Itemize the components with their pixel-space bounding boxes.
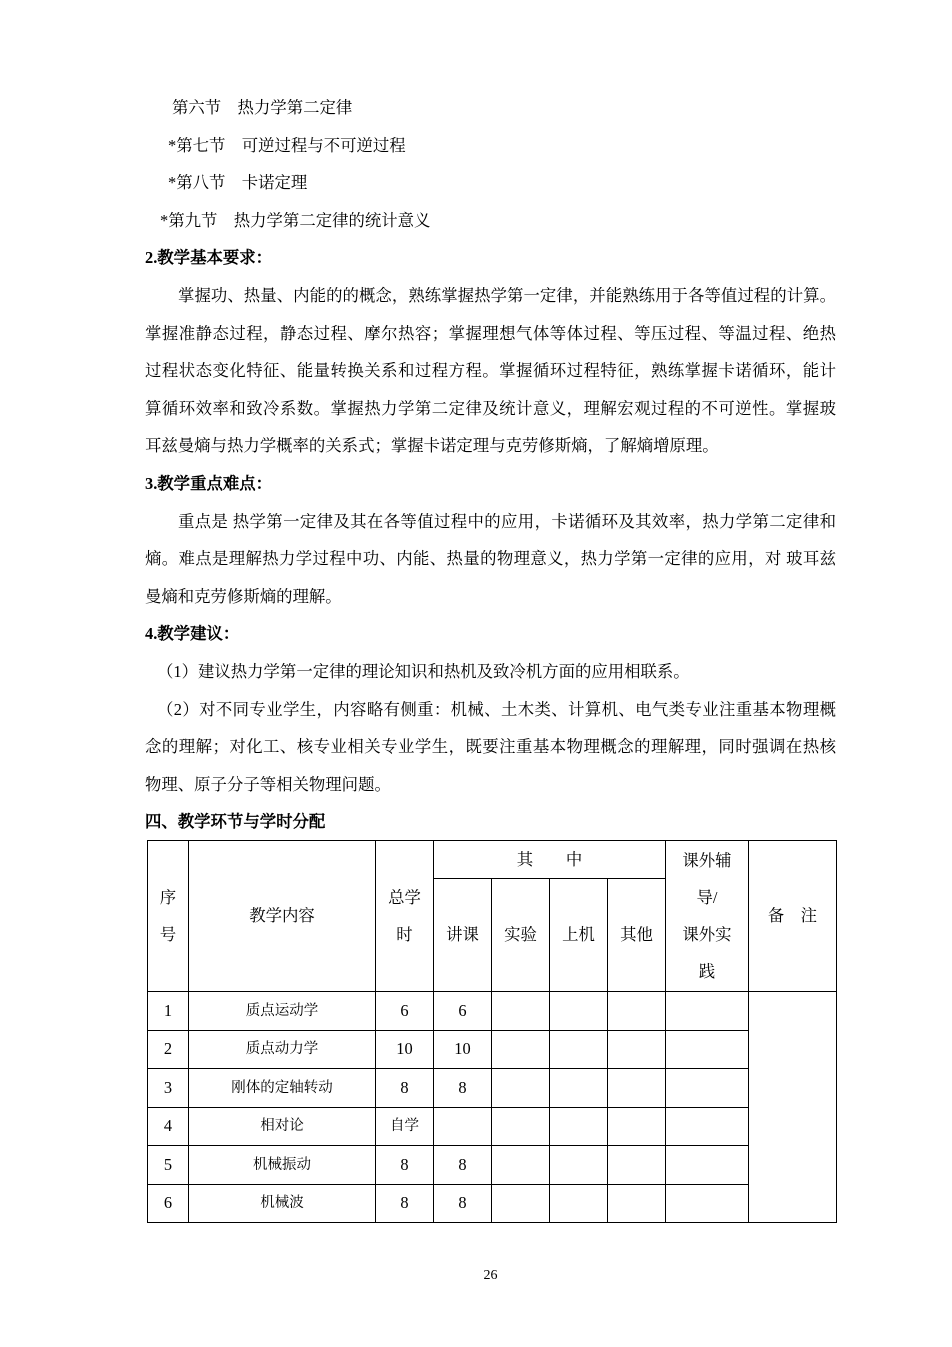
cell-content: 相对论: [189, 1107, 376, 1146]
cell-computer: [550, 1146, 608, 1185]
table-row: [148, 1146, 837, 1185]
header-total-hours: [376, 841, 434, 992]
cell-content: 机械波: [189, 1184, 376, 1223]
table-row: [148, 1107, 837, 1146]
suggestion-line: （2）对不同专业学生，内容略有侧重：机械、土木类、计算机、电气类专业注重基本物理概: [157, 699, 836, 719]
cell-lecture: [434, 1107, 492, 1146]
cell-total-hours: 8: [376, 1069, 434, 1108]
requirements-line: 耳兹曼熵与热力学概率的关系式；掌握卡诺定理与克劳修斯熵，了解熵增原理。: [145, 436, 719, 456]
key-points-line: 曼熵和克劳修斯熵的理解。: [145, 586, 342, 606]
table-row: [148, 1184, 837, 1223]
suggestion-line: 物理、原子分子等相关物理问题。: [145, 774, 391, 794]
cell-computer: [550, 992, 608, 1031]
table-row: [148, 1030, 837, 1069]
header-extracurricular-line: 课外辅: [682, 851, 732, 870]
cell-extracurricular: [666, 1069, 749, 1108]
requirements-heading: 2.教学基本要求：: [145, 248, 273, 268]
section-item: *第九节 热力学第二定律的统计意义: [160, 210, 431, 230]
cell-total-hours: 6: [376, 992, 434, 1031]
key-points-line: 重点是 热学第一定律及其在各等值过程中的应用，卡诺循环及其效率，热力学第二定律和: [178, 511, 836, 531]
cell-extracurricular: [666, 992, 749, 1031]
cell-experiment: [492, 1107, 550, 1146]
cell-lecture: 6: [434, 992, 492, 1031]
header-index-line: 号: [159, 925, 177, 944]
cell-content: 质点动力学: [189, 1030, 376, 1069]
cell-index: 1: [148, 992, 189, 1031]
suggestion-line: 念的理解；对化工、核专业相关专业学生，既要注重基本物理概念的理解理，同时强调在热核: [145, 737, 836, 757]
header-extracurricular-line: 课外实: [682, 925, 732, 944]
header-other: 其他: [608, 879, 666, 992]
cell-extracurricular: [666, 1146, 749, 1185]
cell-remarks: [749, 992, 837, 1223]
section-item: *第八节 卡诺定理: [168, 173, 308, 193]
cell-other: [608, 1069, 666, 1108]
header-index-line: 序: [159, 888, 177, 907]
cell-experiment: [492, 1184, 550, 1223]
cell-extracurricular: [666, 1107, 749, 1146]
header-remarks: 备 注: [749, 841, 837, 992]
cell-lecture: 8: [434, 1184, 492, 1223]
cell-extracurricular: [666, 1184, 749, 1223]
cell-other: [608, 1030, 666, 1069]
header-experiment: 实验: [492, 879, 550, 992]
header-lecture: 讲课: [434, 879, 492, 992]
cell-content: 刚体的定轴转动: [189, 1069, 376, 1108]
cell-computer: [550, 1030, 608, 1069]
section-item: *第七节 可逆过程与不可逆过程: [168, 135, 406, 155]
cell-experiment: [492, 1146, 550, 1185]
cell-experiment: [492, 1069, 550, 1108]
table-row: [148, 1069, 837, 1108]
cell-total-hours: 8: [376, 1184, 434, 1223]
cell-index: 6: [148, 1184, 189, 1223]
suggestion-line: （1）建议热力学第一定律的理论知识和热机及致冷机方面的应用相联系。: [157, 661, 690, 681]
schedule-table: [147, 840, 837, 1223]
header-computer: 上机: [550, 879, 608, 992]
cell-content: 机械振动: [189, 1146, 376, 1185]
section-item: 第六节 热力学第二定律: [172, 98, 353, 117]
schedule-heading: 四、教学环节与学时分配: [145, 812, 326, 832]
header-content: 教学内容: [189, 841, 376, 992]
cell-other: [608, 1107, 666, 1146]
cell-other: [608, 992, 666, 1031]
requirements-line: 算循环效率和致冷系数。掌握热力学第二定律及统计意义，理解宏观过程的不可逆性。掌握玻: [145, 398, 836, 418]
cell-content: 质点运动学: [189, 992, 376, 1031]
cell-index: 3: [148, 1069, 189, 1108]
header-of-which: 其 中: [434, 841, 666, 879]
header-extracurricular-line: 导/: [696, 888, 718, 907]
cell-experiment: [492, 992, 550, 1031]
cell-lecture: 8: [434, 1146, 492, 1185]
cell-computer: [550, 1184, 608, 1223]
page-number: 26: [483, 1268, 498, 1283]
cell-other: [608, 1184, 666, 1223]
cell-total-hours: 10: [376, 1030, 434, 1069]
cell-extracurricular: [666, 1030, 749, 1069]
cell-computer: [550, 1107, 608, 1146]
cell-other: [608, 1146, 666, 1185]
header-index: [148, 841, 189, 992]
header-total-hours-line: 时: [396, 925, 413, 944]
cell-index: 4: [148, 1107, 189, 1146]
cell-experiment: [492, 1030, 550, 1069]
requirements-line: 掌握准静态过程，静态过程、摩尔热容；掌握理想气体等体过程、等压过程、等温过程、绝热: [145, 323, 836, 343]
cell-lecture: 10: [434, 1030, 492, 1069]
requirements-line: 掌握功、热量、内能的的概念，熟练掌握热学第一定律，并能熟练用于各等值过程的计算。: [178, 285, 836, 305]
table-header-row: [148, 841, 837, 879]
header-total-hours-line: 总学: [388, 888, 421, 907]
key-points-line: 熵。难点是理解热力学过程中功、内能、热量的物理意义，热力学第一定律的应用，对 玻耳兹: [145, 549, 836, 569]
document-body: [145, 89, 836, 841]
suggestions-heading: 4.教学建议：: [145, 624, 240, 644]
header-extracurricular: [666, 841, 749, 992]
cell-total-hours: 8: [376, 1146, 434, 1185]
cell-lecture: 8: [434, 1069, 492, 1108]
cell-total-hours: 自学: [376, 1107, 434, 1146]
header-extracurricular-line: 践: [698, 962, 716, 981]
table-row: [148, 992, 837, 1031]
cell-index: 5: [148, 1146, 189, 1185]
cell-index: 2: [148, 1030, 189, 1069]
key-points-heading: 3.教学重点难点：: [145, 473, 273, 493]
cell-computer: [550, 1069, 608, 1108]
requirements-line: 过程状态变化特征、能量转换关系和过程方程。掌握循环过程特征，熟练掌握卡诺循环，能计: [145, 361, 836, 381]
